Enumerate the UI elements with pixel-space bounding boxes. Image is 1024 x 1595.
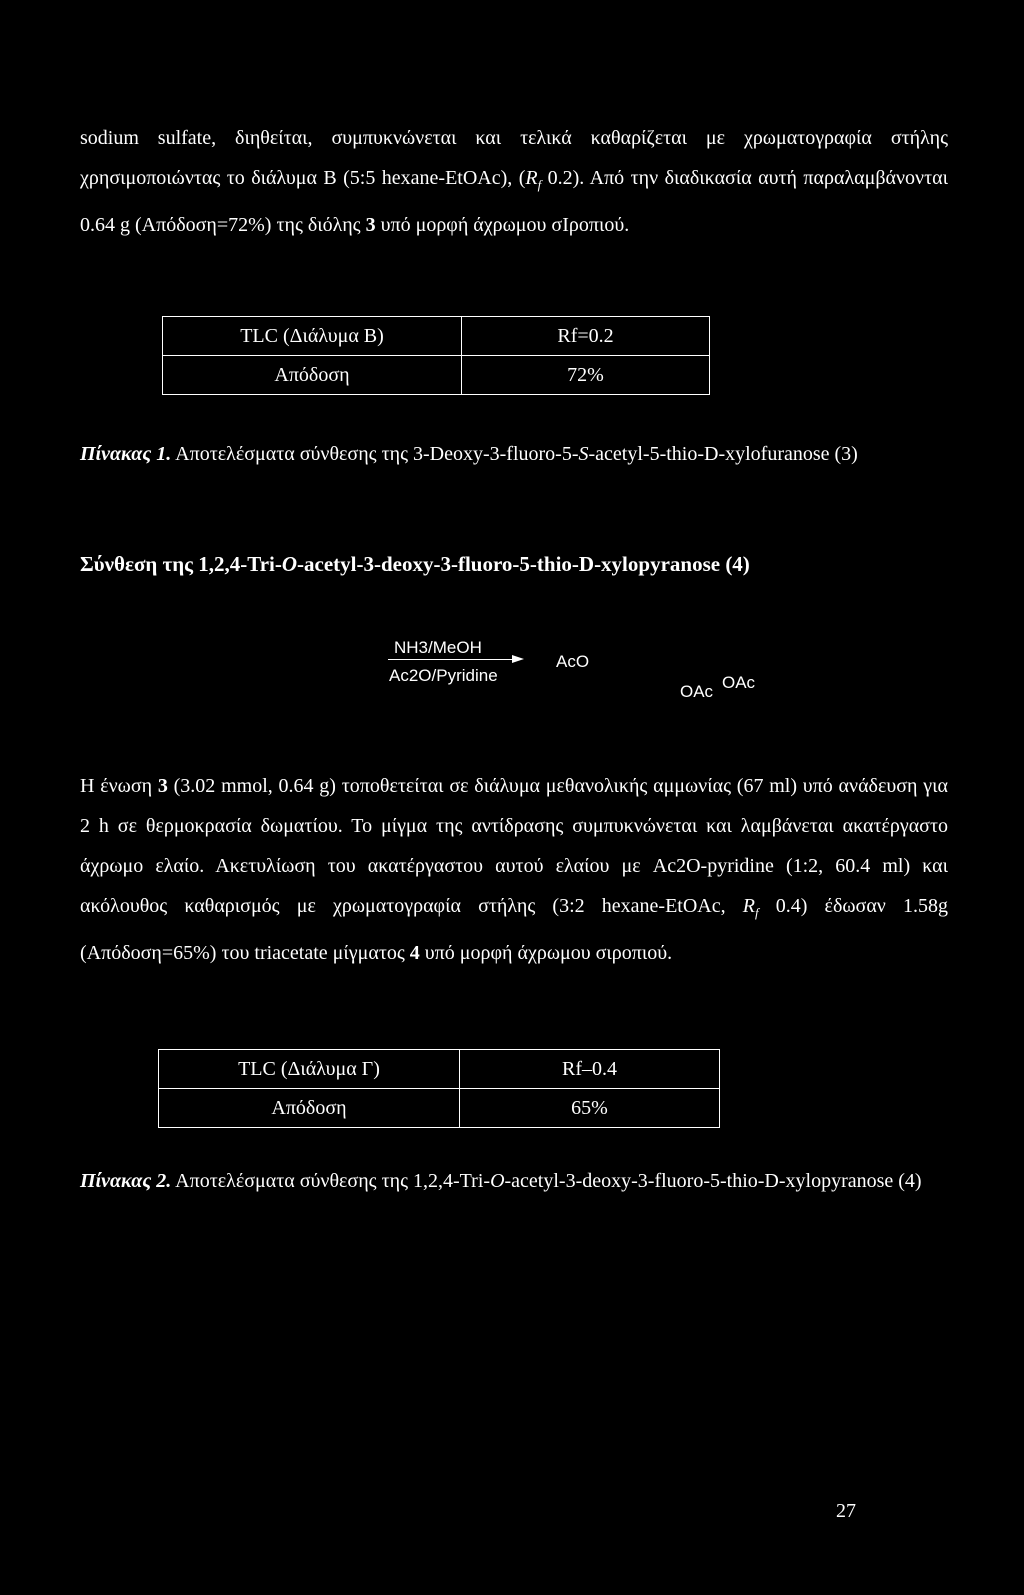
table-row	[159, 1089, 720, 1128]
table-cell-label: Απόδοση	[163, 356, 462, 395]
page-number: 27	[836, 1500, 856, 1522]
table-cell-label: TLC (Διάλυμα Γ)	[159, 1050, 460, 1089]
aco-label: AcO	[556, 652, 590, 671]
table-cell-label: TLC (Διάλυμα Β)	[163, 317, 462, 356]
paragraph-1: sodium sulfate, διηθείται, συμπυκνώνεται και τελικά καθαρίζεται με χρωματογραφία στήλης χρησιμοποιώντας το διάλυμα Β (5:5 hexane-EtOAc), ($R_f$ 0.2). Από την διαδικασία αυτή παραλαμβάνονται 0.64 g (Απόδοση=72%) της διόλης 3 υπό μορφή άχρωμου σIροπιού.	[80, 127, 948, 236]
table-cell-value: Rf–0.4	[460, 1050, 720, 1089]
table-row	[163, 356, 710, 395]
reagent-top: NH3/MeOH	[394, 638, 482, 657]
section-heading: Σύνθεση της 1,2,4-Tri-O-acetyl-3-deoxy-3-fluoro-5-thio-D-xylopyranose (4)	[80, 552, 750, 576]
results-table-1	[162, 316, 710, 395]
table-cell-value: Rf=0.2	[462, 317, 710, 356]
oac-label-2: OAc	[722, 673, 756, 692]
table-caption-1: Πίνακας 1. Αποτελέσματα σύνθεσης της 3-Deoxy-3-fluoro-5-S-acetyl-5-thio-D-xylofuranose (3)	[80, 443, 858, 465]
arrow-head-icon	[512, 655, 524, 663]
table-row	[159, 1050, 720, 1089]
table-cell-label: Απόδοση	[159, 1089, 460, 1128]
table-cell-value: 72%	[462, 356, 710, 395]
table-caption-2: Πίνακας 2. Αποτελέσματα σύνθεσης της 1,2,4-Tri-O-acetyl-3-deoxy-3-fluoro-5-thio-D-xylopyranose (4)	[80, 1170, 922, 1192]
table-cell-value: 65%	[460, 1089, 720, 1128]
reagent-bottom: Ac2O/Pyridine	[389, 666, 498, 685]
reaction-arrow-line	[388, 659, 514, 660]
oac-label-1: OAc	[680, 682, 714, 701]
results-table-2	[158, 1049, 720, 1128]
table-row	[163, 317, 710, 356]
paragraph-2: Η ένωση 3 (3.02 mmol, 0.64 g) τοποθετείται σε διάλυμα μεθανολικής αμμωνίας (67 ml) υπό ανάδευση για 2 h σε θερμοκρασία δωματίου. Το μίγμα της αντίδρασης συμπυκνώνεται και λαμβάνεται ακατέργαστο άχρωμο ελαίο. Ακετυλίωση του ακατέργαστου αυτού ελαίου με Ac2O-pyridine (1:2, 60.4 ml) και ακόλουθος καθαρισμός με χρωματογραφία στήλης (3:2 hexane-EtOAc, $R_f$ 0.4) έδωσαν 1.58g (Απόδοση=65%) του triacetate μίγματος 4 υπό μορφή άχρωμου σιροπιού.	[80, 775, 948, 964]
